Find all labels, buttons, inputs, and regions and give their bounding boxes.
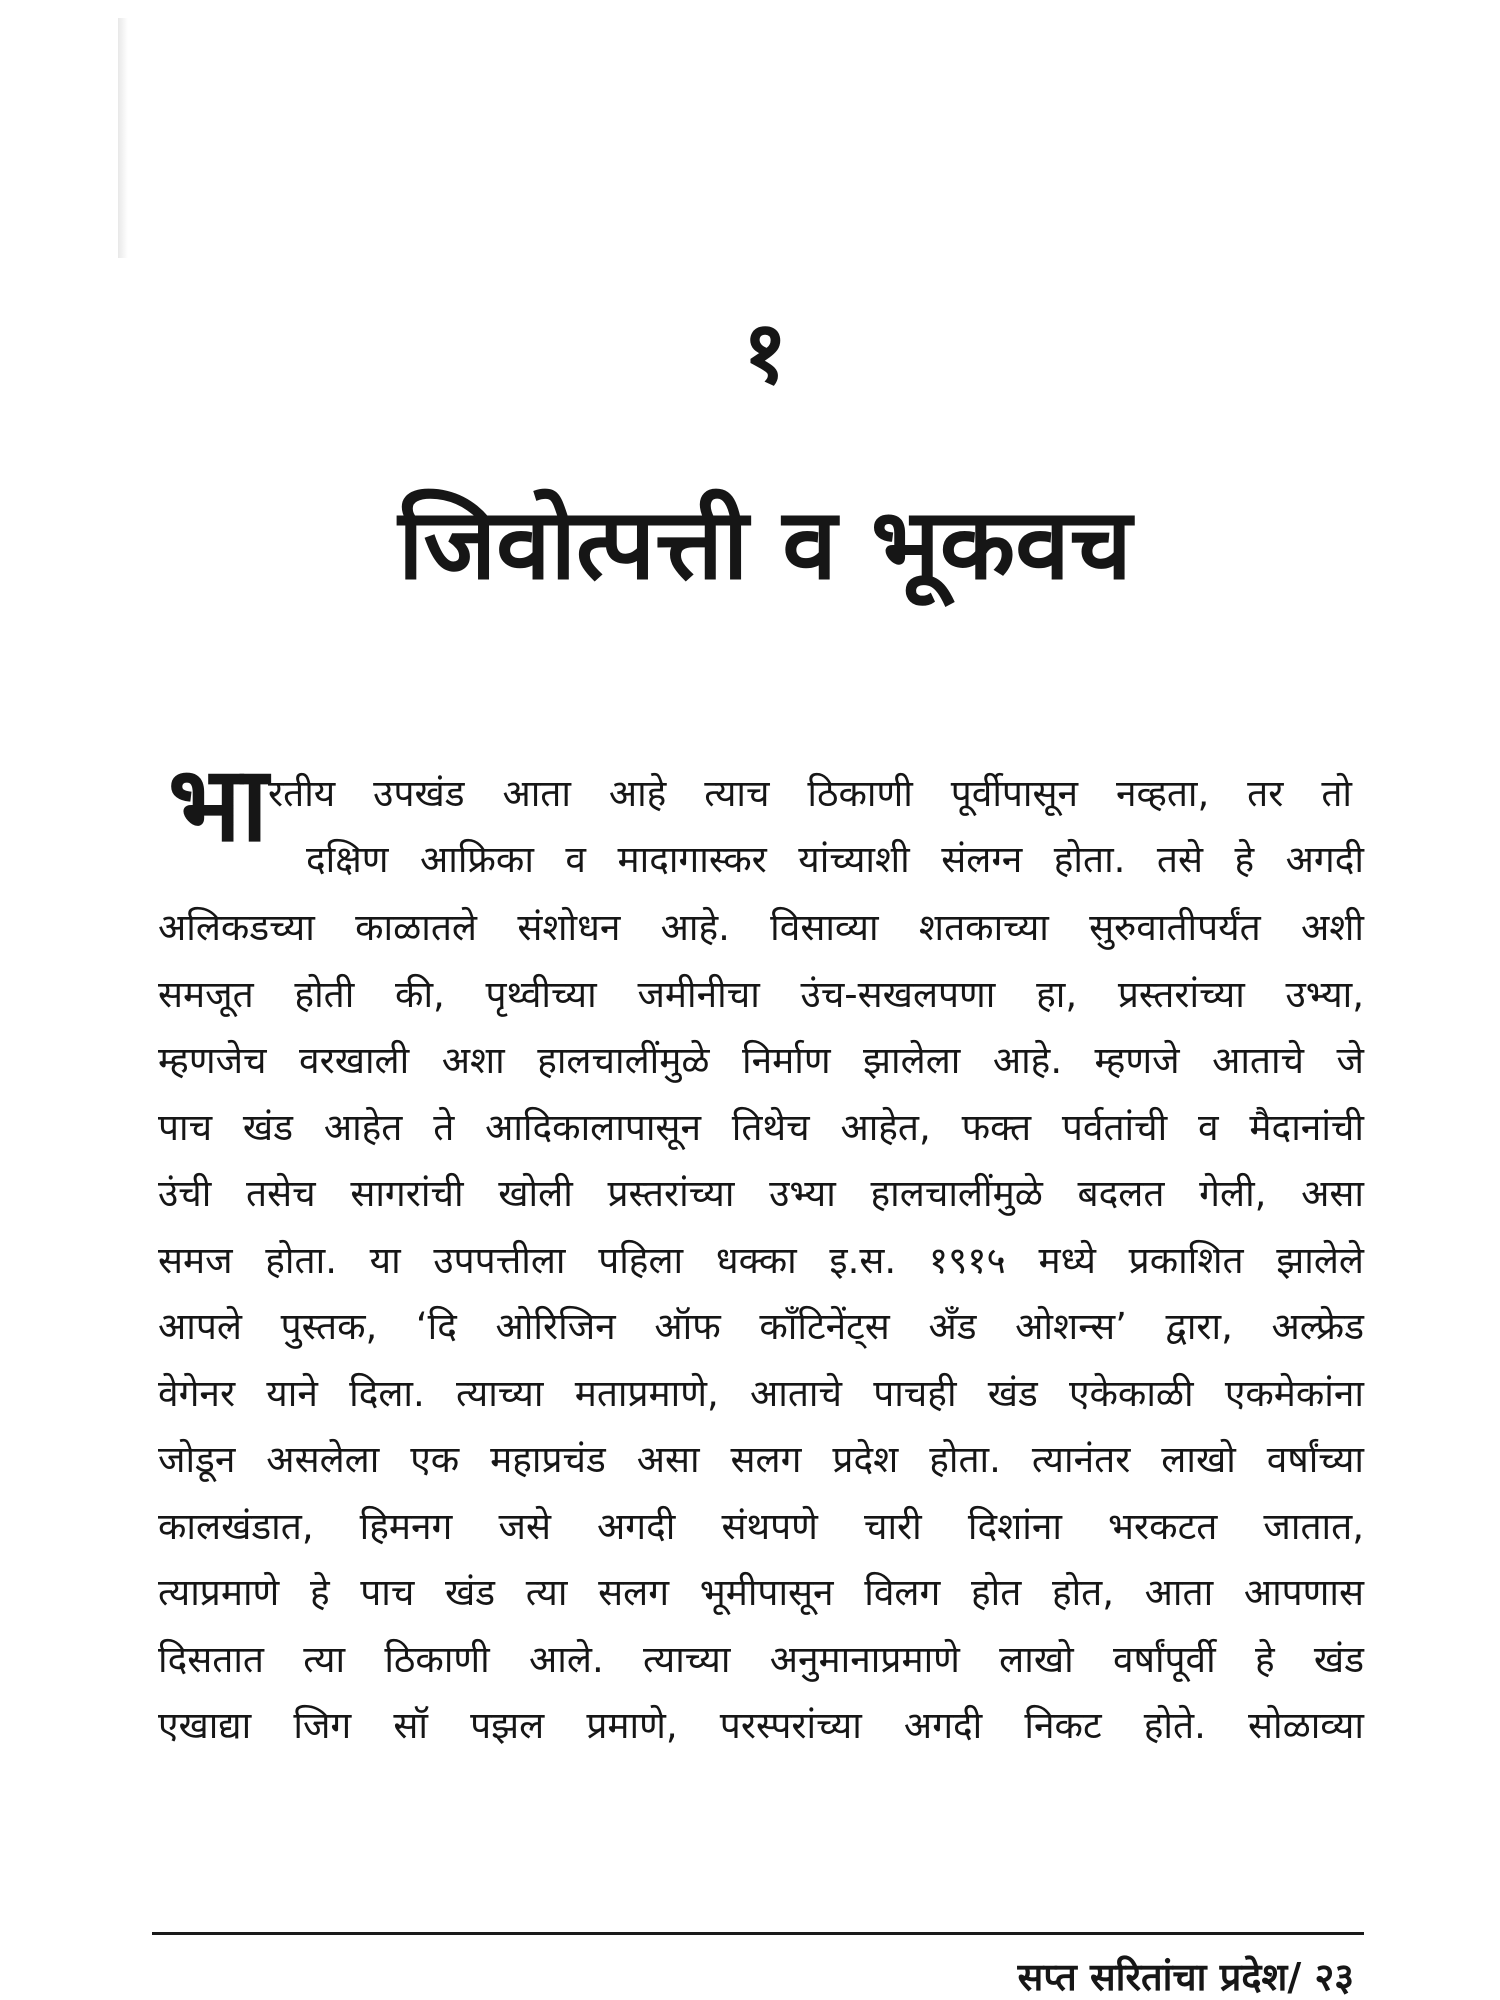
text-line: त्याप्रमाणे हे पाच खंड त्या सलग भूमीपासून विलग होत होत, आता आपणास bbox=[158, 1571, 1364, 1614]
text-line: पाच खंड आहेत ते आदिकालापासून तिथेच आहेत, फक्त पर्वतांची व मैदानांची bbox=[158, 1105, 1364, 1149]
text-line: समजूत होती की, पृथ्वीच्या जमीनीचा उंच-सखलपणा हा, प्रस्तरांच्या उभ्या, bbox=[158, 972, 1364, 1016]
text-line: उंची तसेच सागरांची खोली प्रस्तरांच्या उभ्या हालचालींमुळे बदलत गेली, असा bbox=[158, 1172, 1364, 1215]
text-line: एखाद्या जिग सॉ पझल प्रमाणे, परस्परांच्या अगदी निकट होते. सोळाव्या bbox=[158, 1704, 1364, 1747]
text-line-2: दक्षिण आफ्रिका व मादागास्कर यांच्याशी संलग्न होता. तसे हे अगदी bbox=[306, 838, 1364, 881]
text-line: म्हणजेच वरखाली अशा हालचालींमुळे निर्माण झालेला आहे. म्हणजे आताचे जे bbox=[158, 1039, 1364, 1082]
text-line: अलिकडच्या काळातले संशोधन आहे. विसाव्या शतकाच्या सुरुवातीपर्यंत अशी bbox=[158, 906, 1364, 949]
text-line: जोडून असलेला एक महाप्रचंड असा सलग प्रदेश होता. त्यानंतर लाखो वर्षांच्या bbox=[158, 1438, 1364, 1481]
chapter-title: जिवोत्पत्ती व भूकवच bbox=[398, 488, 1132, 602]
text-line: दिसतात त्या ठिकाणी आले. त्याच्या अनुमानाप्रमाणे लाखो वर्षांपूर्वी हे खंड bbox=[158, 1637, 1364, 1681]
chapter-number: १ bbox=[742, 303, 788, 403]
body-text-lines bbox=[158, 898, 1364, 1763]
drop-cap: भा bbox=[168, 743, 269, 865]
text-line: वेगेनर याने दिला. त्याच्या मताप्रमाणे, आताचे पाचही खंड एकेकाळी एकमेकांना bbox=[158, 1371, 1364, 1415]
footer-divider bbox=[152, 1932, 1364, 1935]
text-line: समज होता. या उपपत्तीला पहिला धक्का इ.स. १९१५ मध्ये प्रकाशित झालेले bbox=[158, 1238, 1364, 1282]
text-line: आपले पुस्तक, ‘दि ओरिजिन ऑफ कॉंटिनेंट्स अँड ओशन्स’ द्वारा, अल्फ्रेड bbox=[158, 1305, 1364, 1348]
running-footer: सप्त सरितांचा प्रदेश/ २३ bbox=[1017, 1955, 1354, 1999]
text-line: कालखंडात, हिमनग जसे अगदी संथपणे चारी दिशांना भरकटत जातात, bbox=[158, 1504, 1364, 1548]
text-line-1: रतीय उपखंड आता आहे त्याच ठिकाणी पूर्वीपासून नव्हता, तर तो bbox=[268, 772, 1352, 815]
page-gutter-shadow bbox=[118, 18, 128, 258]
